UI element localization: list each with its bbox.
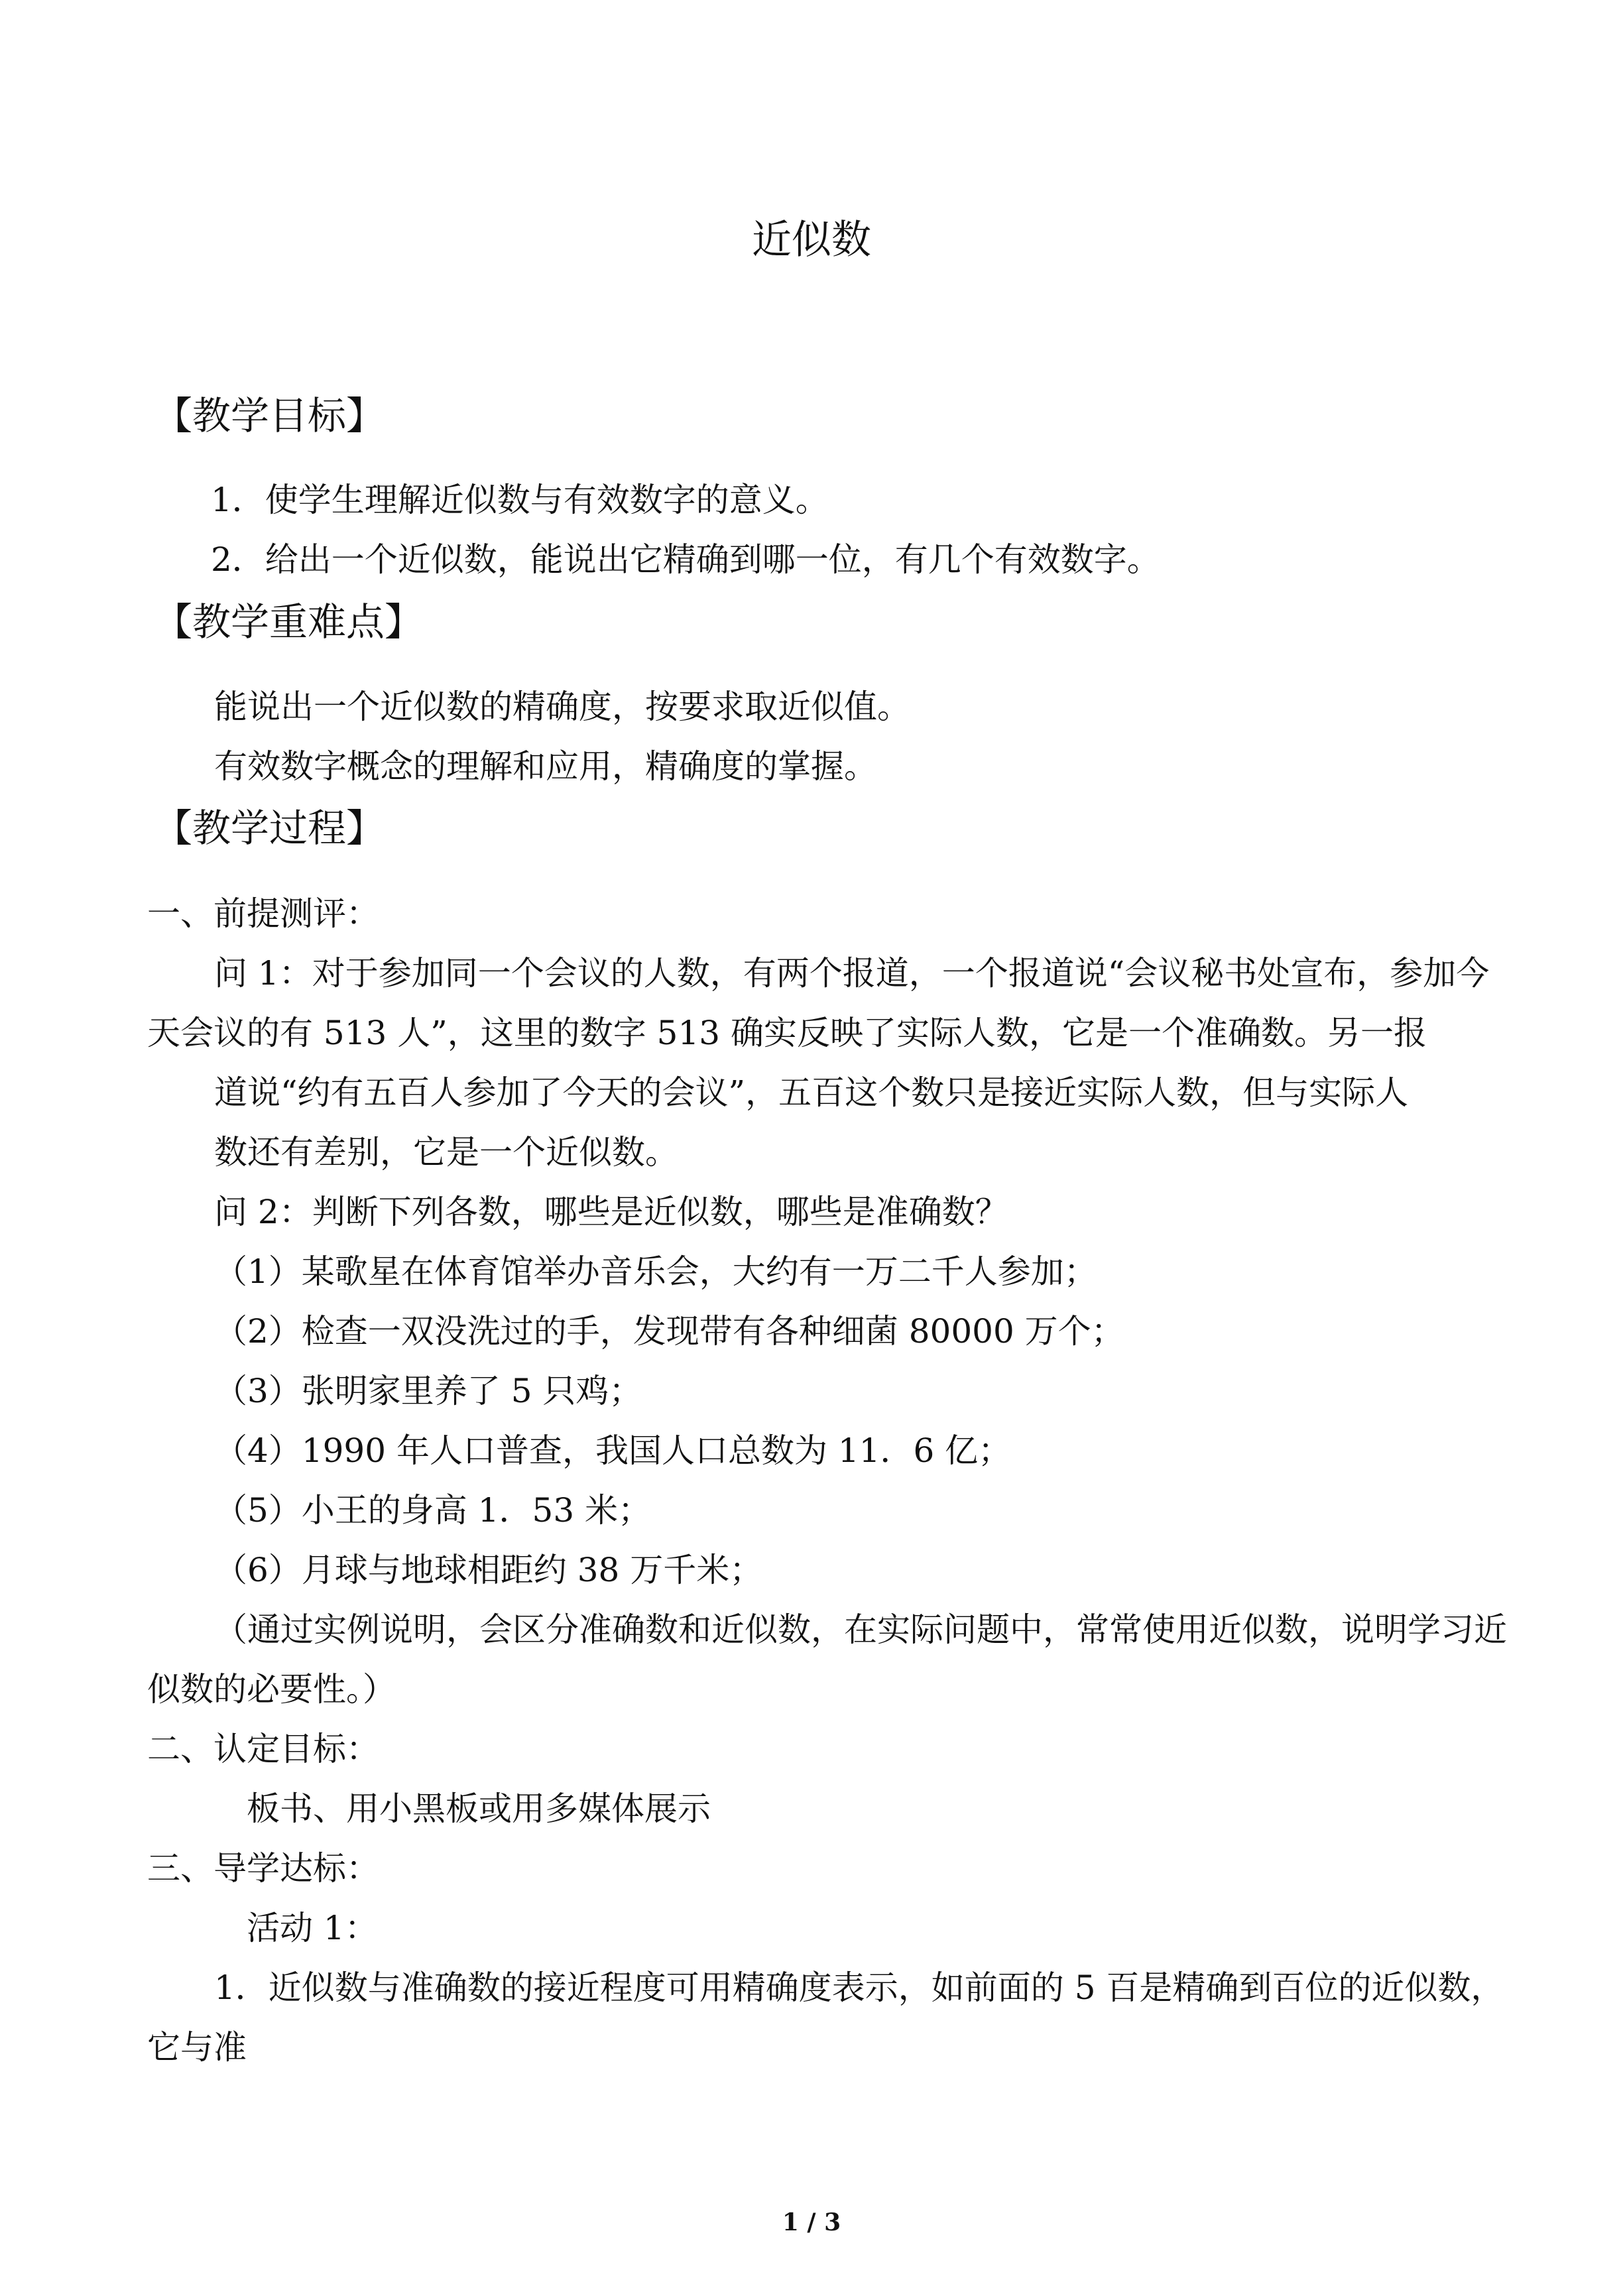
key-point: 有效数字概念的理解和应用，精确度的掌握。: [214, 747, 877, 786]
activity-line: 它与准: [147, 2028, 247, 2067]
part3-title: 三、导学达标：: [147, 1849, 379, 1888]
process-heading: 【教学过程】: [154, 806, 385, 851]
page-title: 近似数: [752, 217, 871, 263]
q1-line: 天会议的有 513 人”，这里的数字 513 确实反映了实际人数，它是一个准确数。另一报: [147, 1014, 1427, 1052]
activity-label: 活动 1：: [247, 1909, 378, 1947]
key-points-heading: 【教学重难点】: [154, 599, 424, 644]
q1-line: 数还有差别，它是一个近似数。: [214, 1133, 678, 1172]
note-line: 似数的必要性。）: [147, 1670, 396, 1709]
list-item: （6）月球与地球相距约 38 万千米；: [214, 1551, 763, 1589]
part2-title: 二、认定目标：: [147, 1730, 379, 1768]
q2-line: 问 2：判断下列各数，哪些是近似数，哪些是准确数？: [214, 1193, 1008, 1231]
page-number: 1 / 3: [782, 2208, 841, 2236]
goal-item: 2．给出一个近似数，能说出它精确到哪一位，有几个有效数字。: [211, 540, 1160, 579]
list-item: （1）某歌星在体育馆举办音乐会，大约有一万二千人参加；: [214, 1252, 1097, 1291]
list-item: （5）小王的身高 1．53 米；: [214, 1491, 652, 1530]
part1-title: 一、前提测评：: [147, 894, 379, 933]
goal-item: 1．使学生理解近似数与有效数字的意义。: [211, 481, 829, 519]
list-item: （2）检查一双没洗过的手，发现带有各种细菌 80000 万个；: [214, 1312, 1124, 1351]
note-line: （通过实例说明，会区分准确数和近似数，在实际问题中，常常使用近似数，说明学习近: [214, 1610, 1507, 1649]
list-item: （4）1990 年人口普查，我国人口总数为 11．6 亿；: [214, 1431, 1012, 1470]
activity-line: 1．近似数与准确数的接近程度可用精确度表示，如前面的 5 百是精确到百位的近似数，: [214, 1968, 1504, 2007]
goals-heading: 【教学目标】: [154, 393, 385, 438]
q1-line: 道说“约有五百人参加了今天的会议”，五百这个数只是接近实际人数，但与实际人: [214, 1073, 1409, 1112]
key-point: 能说出一个近似数的精确度，按要求取近似值。: [214, 688, 910, 726]
part2-text: 板书、用小黑板或用多媒体展示: [247, 1789, 711, 1828]
list-item: （3）张明家里养了 5 只鸡；: [214, 1372, 642, 1410]
q1-line: 问 1：对于参加同一个会议的人数，有两个报道，一个报道说“会议秘书处宣布，参加今: [214, 954, 1490, 993]
